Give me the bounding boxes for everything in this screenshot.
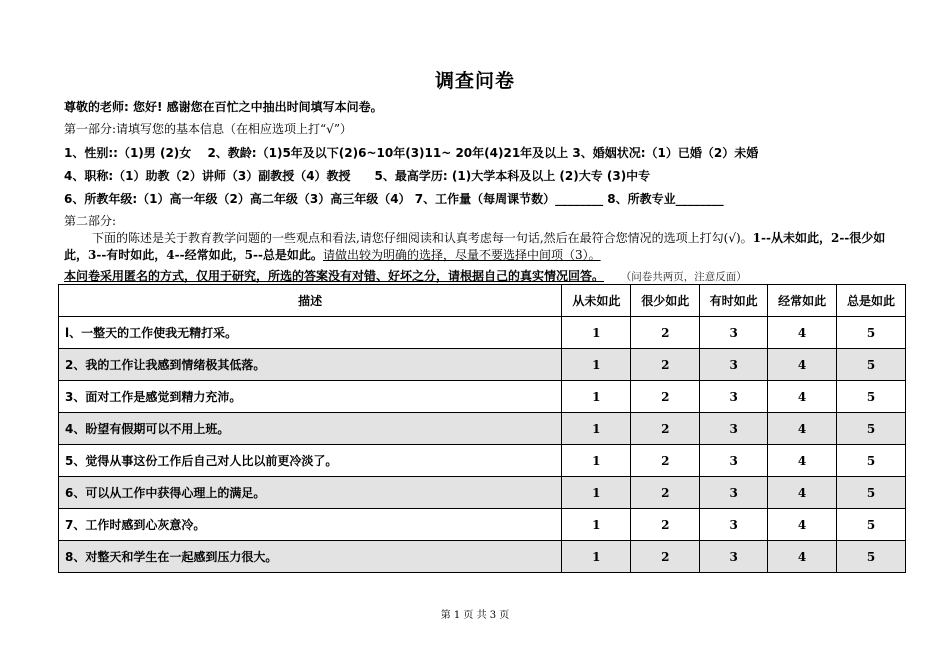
table-row (59, 477, 906, 509)
rating-option-1[interactable]: 1 (562, 509, 631, 541)
rating-option-1[interactable]: 1 (562, 381, 631, 413)
anonymous-note: 本问卷采用匿名的方式，仅用于研究，所选的答案没有对错、好坏之分，请根据自己的真实情况回答。 (64, 269, 605, 283)
rating-option-4[interactable]: 4 (768, 381, 837, 413)
row-description: 6、可以从工作中获得心理上的满足。 (59, 477, 562, 509)
rating-option-2[interactable]: 2 (631, 413, 700, 445)
rating-option-1[interactable]: 1 (562, 445, 631, 477)
info-line-3: 6、所教年级:（1）高一年级（2）高二年级（3）高三年级（4） 7、工作量（每周课节数）________ 8、所教专业________ (64, 192, 724, 206)
greeting: 尊敬的老师: 您好! 感谢您在百忙之中抽出时间填写本问卷。 (64, 100, 383, 114)
part2-heading: 第二部分: (64, 214, 117, 228)
rating-option-2[interactable]: 2 (631, 509, 700, 541)
rating-option-5[interactable]: 5 (837, 317, 906, 349)
rating-option-3[interactable]: 3 (700, 381, 768, 413)
page-note: （问卷共两页，注意反面） (626, 271, 747, 283)
rating-option-1[interactable]: 1 (562, 317, 631, 349)
instruction-underlined: 请做出较为明确的选择，尽量不要选择中间项（3）。 (322, 248, 601, 262)
rating-option-1[interactable]: 1 (562, 413, 631, 445)
rating-option-1[interactable]: 1 (562, 349, 631, 381)
page-title: 调查问卷 (434, 70, 515, 92)
rating-option-3[interactable]: 3 (700, 509, 768, 541)
rating-option-3[interactable]: 3 (700, 349, 768, 381)
rating-option-4[interactable]: 4 (768, 349, 837, 381)
row-description: 3、面对工作是感觉到精力充沛。 (59, 381, 562, 413)
row-description: 5、觉得从事这份工作后自己对人比以前更冷淡了。 (59, 445, 562, 477)
rating-option-3[interactable]: 3 (700, 413, 768, 445)
instruction-main: 下面的陈述是关于教育教学问题的一些观点和看法,请您仔细阅读和认真考虑每一句话,然后在最符合您情况的选项上打勾(√)。 (92, 231, 753, 245)
rating-option-2[interactable]: 2 (631, 381, 700, 413)
rating-option-4[interactable]: 4 (768, 413, 837, 445)
rating-option-2[interactable]: 2 (631, 445, 700, 477)
instructions (64, 230, 896, 264)
table-row (59, 349, 906, 381)
header-never: 从未如此 (562, 285, 631, 317)
page-footer: 第 1 页 共 3 页 (440, 610, 510, 621)
rating-option-1[interactable]: 1 (562, 477, 631, 509)
info-line-2: 4、职称:（1）助教（2）讲师（3）副教授（4）教授 5、最高学历: (1)大学本科及以上 (2)大专 (3)中专 (64, 169, 651, 183)
rating-option-3[interactable]: 3 (700, 477, 768, 509)
rating-option-5[interactable]: 5 (837, 541, 906, 573)
rating-option-5[interactable]: 5 (837, 445, 906, 477)
header-description: 描述 (59, 285, 562, 317)
header-always: 总是如此 (837, 285, 906, 317)
rating-option-3[interactable]: 3 (700, 445, 768, 477)
instruction-scale: 1--从未如此，2--很少如此，3--有时如此，4--经常如此，5--总是如此。 (64, 231, 886, 262)
header-sometimes: 有时如此 (700, 285, 768, 317)
rating-option-4[interactable]: 4 (768, 477, 837, 509)
table-row (59, 509, 906, 541)
rating-option-5[interactable]: 5 (837, 509, 906, 541)
table-row (59, 445, 906, 477)
row-description: 8、对整天和学生在一起感到压力很大。 (59, 541, 562, 573)
row-description: 7、工作时感到心灰意冷。 (59, 509, 562, 541)
rating-option-2[interactable]: 2 (631, 317, 700, 349)
rating-option-3[interactable]: 3 (700, 541, 768, 573)
table-row (59, 317, 906, 349)
table-row (59, 381, 906, 413)
rating-option-4[interactable]: 4 (768, 317, 837, 349)
rating-option-1[interactable]: 1 (562, 541, 631, 573)
rating-option-4[interactable]: 4 (768, 509, 837, 541)
rating-option-2[interactable]: 2 (631, 477, 700, 509)
rating-option-2[interactable]: 2 (631, 349, 700, 381)
rating-option-4[interactable]: 4 (768, 541, 837, 573)
rating-option-5[interactable]: 5 (837, 381, 906, 413)
part1-heading: 第一部分:请填写您的基本信息（在相应选项上打“√”） (64, 122, 352, 136)
anonymous-note-row (64, 267, 747, 284)
table-row (59, 413, 906, 445)
rating-option-5[interactable]: 5 (837, 413, 906, 445)
table-header-row (59, 285, 906, 317)
header-rarely: 很少如此 (631, 285, 700, 317)
rating-option-4[interactable]: 4 (768, 445, 837, 477)
table-row (59, 541, 906, 573)
row-description: 2、我的工作让我感到情绪极其低落。 (59, 349, 562, 381)
row-description: 4、盼望有假期可以不用上班。 (59, 413, 562, 445)
rating-option-5[interactable]: 5 (837, 349, 906, 381)
rating-option-5[interactable]: 5 (837, 477, 906, 509)
survey-table (58, 284, 906, 573)
info-line-1: 1、性别::（1)男 (2)女 2、教龄:（1)5年及以下(2)6~10年(3)11~ 20年(4)21年及以上 3、婚姻状况:（1）已婚（2）未婚 (64, 146, 759, 160)
header-often: 经常如此 (768, 285, 837, 317)
rating-option-2[interactable]: 2 (631, 541, 700, 573)
rating-option-3[interactable]: 3 (700, 317, 768, 349)
row-description: l、一整天的工作使我无精打采。 (59, 317, 562, 349)
